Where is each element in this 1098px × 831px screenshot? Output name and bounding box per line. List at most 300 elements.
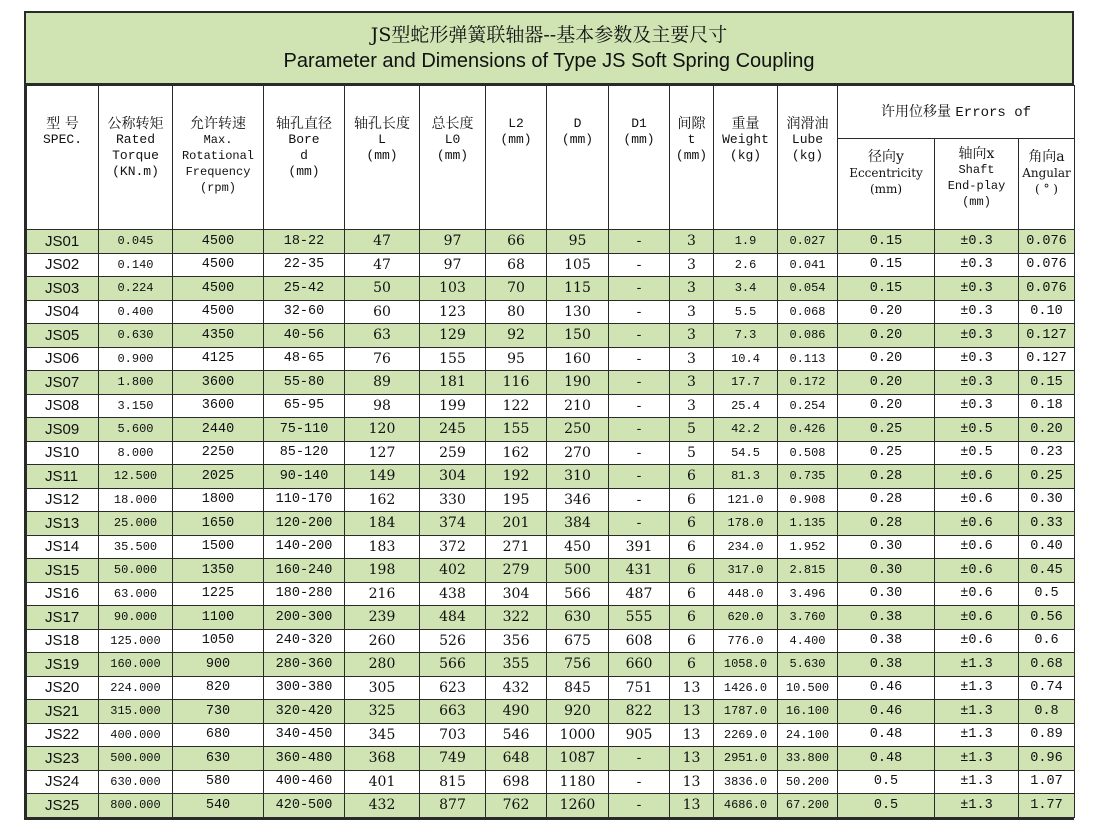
cell-axial: ±0.3	[935, 324, 1019, 348]
cell-weight: 1.9	[714, 230, 778, 254]
cell-axial: ±0.3	[935, 371, 1019, 395]
cell-angular: 0.30	[1019, 488, 1075, 512]
cell-speed: 4500	[173, 253, 264, 277]
header-weight: 重量 Weight (kg)	[714, 86, 778, 230]
cell-gap: 3	[670, 371, 714, 395]
cell-total-length: 259	[420, 441, 486, 465]
cell-angular: 0.74	[1019, 676, 1075, 700]
cell-length: 184	[345, 512, 420, 536]
cell-axial: ±0.3	[935, 394, 1019, 418]
cell-l2: 648	[486, 747, 547, 771]
cell-bore: 90-140	[264, 465, 345, 489]
cell-torque: 0.900	[99, 347, 173, 371]
cell-bore: 32-60	[264, 300, 345, 324]
cell-axial: ±1.3	[935, 794, 1019, 818]
cell-length: 127	[345, 441, 420, 465]
cell-length: 50	[345, 277, 420, 301]
cell-l2: 698	[486, 770, 547, 794]
cell-d1: -	[609, 794, 670, 818]
cell-radial: 0.20	[838, 324, 935, 348]
cell-d1: -	[609, 300, 670, 324]
cell-angular: 1.77	[1019, 794, 1075, 818]
cell-lube: 0.054	[778, 277, 838, 301]
cell-speed: 730	[173, 700, 264, 724]
cell-bore: 140-200	[264, 535, 345, 559]
cell-d: 920	[547, 700, 609, 724]
cell-weight: 3836.0	[714, 770, 778, 794]
cell-weight: 178.0	[714, 512, 778, 536]
cell-spec: JS24	[27, 770, 99, 794]
header-d1: D1 (mm)	[609, 86, 670, 230]
cell-angular: 0.076	[1019, 253, 1075, 277]
cell-total-length: 97	[420, 253, 486, 277]
cell-lube: 0.735	[778, 465, 838, 489]
cell-spec: JS12	[27, 488, 99, 512]
table-row	[27, 794, 1075, 818]
cell-bore: 85-120	[264, 441, 345, 465]
cell-l2: 201	[486, 512, 547, 536]
cell-weight: 317.0	[714, 559, 778, 583]
cell-speed: 4125	[173, 347, 264, 371]
cell-torque: 8.000	[99, 441, 173, 465]
cell-weight: 7.3	[714, 324, 778, 348]
cell-radial: 0.46	[838, 700, 935, 724]
cell-axial: ±1.3	[935, 723, 1019, 747]
header-angular: 角向a Angular ( ° )	[1019, 139, 1075, 230]
cell-speed: 3600	[173, 394, 264, 418]
table-row	[27, 324, 1075, 348]
cell-weight: 17.7	[714, 371, 778, 395]
cell-lube: 50.200	[778, 770, 838, 794]
cell-lube: 0.086	[778, 324, 838, 348]
header-d: D (mm)	[547, 86, 609, 230]
cell-weight: 4686.0	[714, 794, 778, 818]
cell-torque: 18.000	[99, 488, 173, 512]
cell-torque: 400.000	[99, 723, 173, 747]
cell-weight: 2269.0	[714, 723, 778, 747]
cell-gap: 3	[670, 230, 714, 254]
cell-torque: 3.150	[99, 394, 173, 418]
cell-length: 401	[345, 770, 420, 794]
cell-gap: 13	[670, 723, 714, 747]
cell-radial: 0.38	[838, 629, 935, 653]
cell-radial: 0.48	[838, 747, 935, 771]
cell-d1: -	[609, 441, 670, 465]
cell-l2: 116	[486, 371, 547, 395]
cell-l2: 279	[486, 559, 547, 583]
cell-torque: 90.000	[99, 606, 173, 630]
cell-d: 566	[547, 582, 609, 606]
cell-gap: 6	[670, 465, 714, 489]
cell-bore: 300-380	[264, 676, 345, 700]
header-radial: 径向y Eccentricity (mm)	[838, 139, 935, 230]
cell-speed: 580	[173, 770, 264, 794]
cell-l2: 122	[486, 394, 547, 418]
cell-torque: 0.045	[99, 230, 173, 254]
cell-speed: 680	[173, 723, 264, 747]
cell-speed: 4350	[173, 324, 264, 348]
cell-angular: 0.5	[1019, 582, 1075, 606]
cell-gap: 3	[670, 300, 714, 324]
cell-bore: 22-35	[264, 253, 345, 277]
cell-total-length: 330	[420, 488, 486, 512]
cell-d1: 608	[609, 629, 670, 653]
cell-total-length: 663	[420, 700, 486, 724]
cell-d: 310	[547, 465, 609, 489]
cell-d: 105	[547, 253, 609, 277]
cell-angular: 1.07	[1019, 770, 1075, 794]
cell-d: 115	[547, 277, 609, 301]
cell-angular: 0.33	[1019, 512, 1075, 536]
cell-speed: 2025	[173, 465, 264, 489]
cell-lube: 1.952	[778, 535, 838, 559]
cell-axial: ±0.6	[935, 535, 1019, 559]
cell-spec: JS16	[27, 582, 99, 606]
cell-d1: 555	[609, 606, 670, 630]
cell-axial: ±0.6	[935, 559, 1019, 583]
cell-angular: 0.96	[1019, 747, 1075, 771]
table-row	[27, 512, 1075, 536]
cell-lube: 0.426	[778, 418, 838, 442]
cell-length: 432	[345, 794, 420, 818]
cell-d: 190	[547, 371, 609, 395]
cell-lube: 5.630	[778, 653, 838, 677]
table-row	[27, 418, 1075, 442]
cell-gap: 6	[670, 512, 714, 536]
cell-d1: -	[609, 747, 670, 771]
cell-speed: 1050	[173, 629, 264, 653]
cell-bore: 200-300	[264, 606, 345, 630]
cell-length: 183	[345, 535, 420, 559]
table-row	[27, 394, 1075, 418]
cell-gap: 3	[670, 277, 714, 301]
cell-axial: ±1.3	[935, 653, 1019, 677]
cell-radial: 0.5	[838, 770, 935, 794]
cell-length: 47	[345, 253, 420, 277]
title-block	[26, 13, 1072, 85]
cell-gap: 5	[670, 418, 714, 442]
cell-gap: 13	[670, 770, 714, 794]
cell-torque: 63.000	[99, 582, 173, 606]
cell-l2: 762	[486, 794, 547, 818]
cell-torque: 500.000	[99, 747, 173, 771]
table-row	[27, 441, 1075, 465]
cell-d1: -	[609, 277, 670, 301]
cell-spec: JS06	[27, 347, 99, 371]
cell-d: 1260	[547, 794, 609, 818]
table-row	[27, 230, 1075, 254]
cell-d1: -	[609, 418, 670, 442]
cell-axial: ±1.3	[935, 770, 1019, 794]
cell-bore: 240-320	[264, 629, 345, 653]
cell-angular: 0.40	[1019, 535, 1075, 559]
cell-d1: 431	[609, 559, 670, 583]
spec-sheet	[24, 11, 1074, 820]
cell-torque: 0.140	[99, 253, 173, 277]
table-row	[27, 629, 1075, 653]
cell-lube: 0.113	[778, 347, 838, 371]
cell-total-length: 749	[420, 747, 486, 771]
cell-angular: 0.45	[1019, 559, 1075, 583]
cell-l2: 155	[486, 418, 547, 442]
cell-bore: 48-65	[264, 347, 345, 371]
cell-gap: 6	[670, 629, 714, 653]
header-speed: 允许转速 Max. Rotational Frequency (rpm)	[173, 86, 264, 230]
cell-axial: ±1.3	[935, 747, 1019, 771]
cell-spec: JS04	[27, 300, 99, 324]
cell-d1: 487	[609, 582, 670, 606]
cell-l2: 92	[486, 324, 547, 348]
cell-angular: 0.56	[1019, 606, 1075, 630]
table-row	[27, 300, 1075, 324]
cell-weight: 121.0	[714, 488, 778, 512]
cell-weight: 42.2	[714, 418, 778, 442]
cell-lube: 16.100	[778, 700, 838, 724]
cell-length: 63	[345, 324, 420, 348]
table-row	[27, 371, 1075, 395]
cell-d1: 905	[609, 723, 670, 747]
table-row	[27, 723, 1075, 747]
cell-spec: JS02	[27, 253, 99, 277]
cell-bore: 420-500	[264, 794, 345, 818]
cell-d: 270	[547, 441, 609, 465]
cell-speed: 630	[173, 747, 264, 771]
cell-d1: 391	[609, 535, 670, 559]
cell-bore: 55-80	[264, 371, 345, 395]
cell-weight: 1058.0	[714, 653, 778, 677]
cell-speed: 1650	[173, 512, 264, 536]
cell-radial: 0.20	[838, 300, 935, 324]
header-bore: 轴孔直径 Bore d (mm)	[264, 86, 345, 230]
cell-torque: 50.000	[99, 559, 173, 583]
header-errors: 许用位移量 Errors of	[838, 86, 1075, 139]
cell-angular: 0.6	[1019, 629, 1075, 653]
cell-gap: 3	[670, 347, 714, 371]
cell-lube: 67.200	[778, 794, 838, 818]
cell-gap: 3	[670, 394, 714, 418]
cell-bore: 340-450	[264, 723, 345, 747]
cell-axial: ±1.3	[935, 676, 1019, 700]
cell-angular: 0.076	[1019, 277, 1075, 301]
cell-radial: 0.28	[838, 488, 935, 512]
cell-length: 260	[345, 629, 420, 653]
cell-radial: 0.20	[838, 394, 935, 418]
cell-weight: 2951.0	[714, 747, 778, 771]
cell-lube: 2.815	[778, 559, 838, 583]
cell-length: 239	[345, 606, 420, 630]
table-row	[27, 277, 1075, 301]
cell-axial: ±0.6	[935, 606, 1019, 630]
cell-bore: 320-420	[264, 700, 345, 724]
cell-lube: 0.908	[778, 488, 838, 512]
header-spec: 型 号 SPEC.	[27, 86, 99, 230]
cell-speed: 1350	[173, 559, 264, 583]
cell-speed: 4500	[173, 277, 264, 301]
cell-length: 345	[345, 723, 420, 747]
cell-length: 198	[345, 559, 420, 583]
cell-total-length: 438	[420, 582, 486, 606]
cell-length: 47	[345, 230, 420, 254]
cell-gap: 13	[670, 700, 714, 724]
cell-bore: 180-280	[264, 582, 345, 606]
cell-lube: 0.027	[778, 230, 838, 254]
cell-speed: 4500	[173, 300, 264, 324]
cell-speed: 900	[173, 653, 264, 677]
cell-spec: JS19	[27, 653, 99, 677]
cell-d: 160	[547, 347, 609, 371]
cell-d: 346	[547, 488, 609, 512]
cell-radial: 0.48	[838, 723, 935, 747]
cell-d: 210	[547, 394, 609, 418]
cell-torque: 630.000	[99, 770, 173, 794]
cell-d1: -	[609, 512, 670, 536]
cell-d: 130	[547, 300, 609, 324]
header-gap: 间隙 t (mm)	[670, 86, 714, 230]
cell-speed: 3600	[173, 371, 264, 395]
cell-bore: 160-240	[264, 559, 345, 583]
cell-l2: 432	[486, 676, 547, 700]
cell-l2: 490	[486, 700, 547, 724]
cell-radial: 0.15	[838, 253, 935, 277]
cell-bore: 360-480	[264, 747, 345, 771]
cell-total-length: 566	[420, 653, 486, 677]
cell-axial: ±0.6	[935, 465, 1019, 489]
cell-radial: 0.38	[838, 606, 935, 630]
cell-angular: 0.8	[1019, 700, 1075, 724]
cell-l2: 70	[486, 277, 547, 301]
cell-length: 216	[345, 582, 420, 606]
cell-weight: 2.6	[714, 253, 778, 277]
cell-l2: 95	[486, 347, 547, 371]
table-row	[27, 488, 1075, 512]
cell-torque: 125.000	[99, 629, 173, 653]
cell-weight: 776.0	[714, 629, 778, 653]
header-lube: 润滑油 Lube (kg)	[778, 86, 838, 230]
cell-weight: 10.4	[714, 347, 778, 371]
cell-weight: 3.4	[714, 277, 778, 301]
cell-angular: 0.076	[1019, 230, 1075, 254]
cell-lube: 1.135	[778, 512, 838, 536]
cell-radial: 0.5	[838, 794, 935, 818]
cell-radial: 0.25	[838, 441, 935, 465]
cell-torque: 25.000	[99, 512, 173, 536]
cell-total-length: 703	[420, 723, 486, 747]
cell-total-length: 97	[420, 230, 486, 254]
table-row	[27, 770, 1075, 794]
cell-d: 95	[547, 230, 609, 254]
cell-lube: 10.500	[778, 676, 838, 700]
cell-spec: JS05	[27, 324, 99, 348]
table-row	[27, 676, 1075, 700]
cell-total-length: 484	[420, 606, 486, 630]
cell-angular: 0.127	[1019, 347, 1075, 371]
cell-total-length: 372	[420, 535, 486, 559]
cell-bore: 400-460	[264, 770, 345, 794]
cell-lube: 3.760	[778, 606, 838, 630]
cell-lube: 0.068	[778, 300, 838, 324]
cell-length: 89	[345, 371, 420, 395]
cell-weight: 81.3	[714, 465, 778, 489]
cell-axial: ±0.6	[935, 629, 1019, 653]
table-row	[27, 465, 1075, 489]
cell-lube: 4.400	[778, 629, 838, 653]
cell-torque: 0.400	[99, 300, 173, 324]
cell-axial: ±0.3	[935, 277, 1019, 301]
cell-bore: 25-42	[264, 277, 345, 301]
cell-gap: 6	[670, 535, 714, 559]
cell-d: 500	[547, 559, 609, 583]
cell-spec: JS13	[27, 512, 99, 536]
cell-weight: 448.0	[714, 582, 778, 606]
cell-gap: 13	[670, 676, 714, 700]
table-row	[27, 347, 1075, 371]
header-l2: L2 (mm)	[486, 86, 547, 230]
table-row	[27, 582, 1075, 606]
cell-spec: JS18	[27, 629, 99, 653]
title-chinese: JS型蛇形弹簧联轴器--基本参数及主要尺寸	[370, 24, 728, 46]
cell-torque: 35.500	[99, 535, 173, 559]
cell-angular: 0.127	[1019, 324, 1075, 348]
cell-d: 384	[547, 512, 609, 536]
cell-bore: 18-22	[264, 230, 345, 254]
table-row	[27, 535, 1075, 559]
cell-total-length: 155	[420, 347, 486, 371]
cell-lube: 0.172	[778, 371, 838, 395]
cell-speed: 2440	[173, 418, 264, 442]
cell-angular: 0.23	[1019, 441, 1075, 465]
cell-d1: -	[609, 465, 670, 489]
header-axial: 轴向x Shaft End-play (mm)	[935, 139, 1019, 230]
cell-radial: 0.38	[838, 653, 935, 677]
cell-lube: 0.508	[778, 441, 838, 465]
cell-l2: 356	[486, 629, 547, 653]
cell-weight: 25.4	[714, 394, 778, 418]
cell-torque: 800.000	[99, 794, 173, 818]
cell-gap: 6	[670, 653, 714, 677]
cell-torque: 1.800	[99, 371, 173, 395]
cell-radial: 0.30	[838, 535, 935, 559]
cell-d: 250	[547, 418, 609, 442]
header-total-length: 总长度 L0 (mm)	[420, 86, 486, 230]
cell-spec: JS07	[27, 371, 99, 395]
cell-total-length: 374	[420, 512, 486, 536]
cell-speed: 1225	[173, 582, 264, 606]
cell-angular: 0.25	[1019, 465, 1075, 489]
cell-angular: 0.89	[1019, 723, 1075, 747]
cell-torque: 160.000	[99, 653, 173, 677]
parameter-table	[26, 85, 1075, 818]
table-row	[27, 747, 1075, 771]
cell-axial: ±0.3	[935, 347, 1019, 371]
cell-torque: 5.600	[99, 418, 173, 442]
cell-d: 450	[547, 535, 609, 559]
cell-total-length: 877	[420, 794, 486, 818]
cell-gap: 6	[670, 488, 714, 512]
cell-d1: -	[609, 230, 670, 254]
cell-length: 149	[345, 465, 420, 489]
cell-lube: 3.496	[778, 582, 838, 606]
cell-spec: JS22	[27, 723, 99, 747]
cell-spec: JS23	[27, 747, 99, 771]
cell-weight: 620.0	[714, 606, 778, 630]
cell-l2: 66	[486, 230, 547, 254]
cell-weight: 1787.0	[714, 700, 778, 724]
cell-angular: 0.68	[1019, 653, 1075, 677]
cell-lube: 33.800	[778, 747, 838, 771]
cell-radial: 0.28	[838, 465, 935, 489]
cell-length: 280	[345, 653, 420, 677]
cell-d: 1180	[547, 770, 609, 794]
